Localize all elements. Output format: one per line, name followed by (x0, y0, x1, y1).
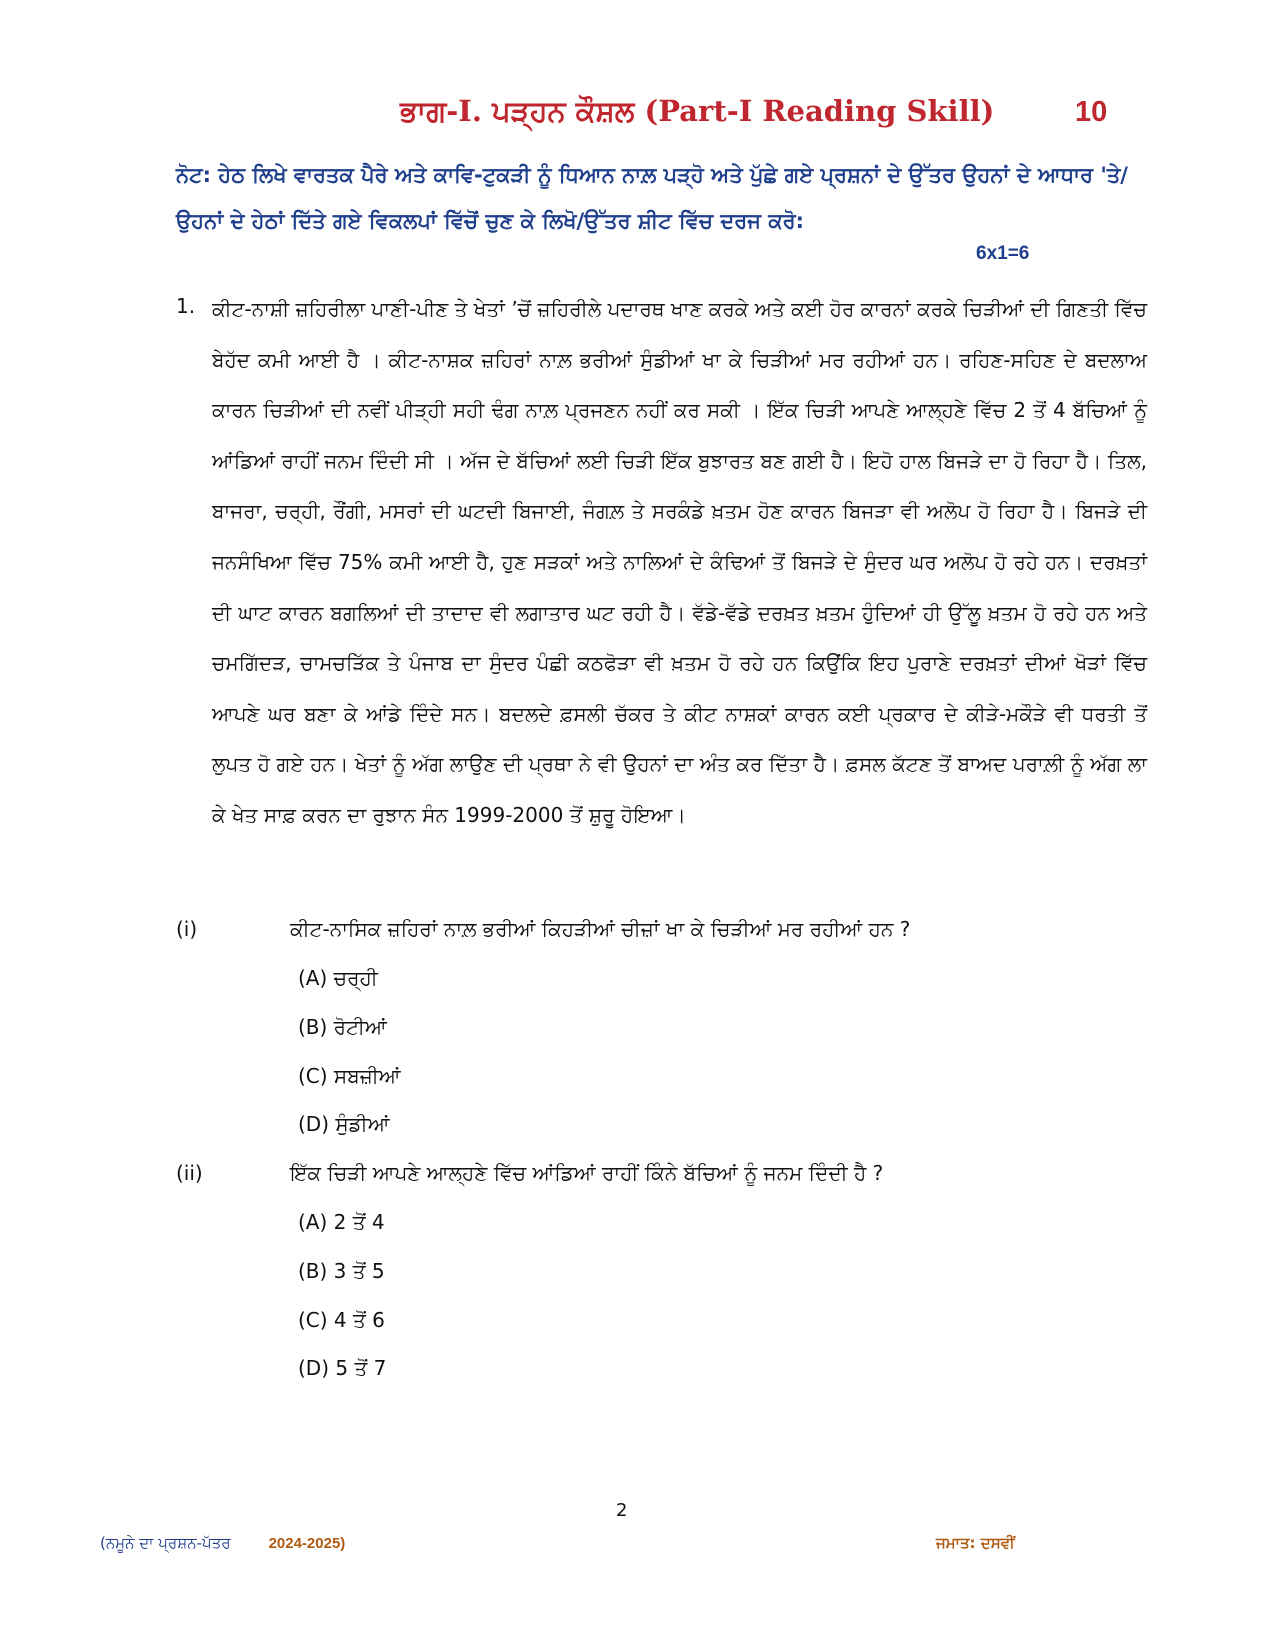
subq1-option-d: (D) ਸੁੰਡੀਆਂ (298, 1112, 390, 1136)
subq1-option-c: (C) ਸਬਜ਼ੀਆਂ (298, 1064, 401, 1088)
subq1-option-b: (B) ਰੋਟੀਆਂ (298, 1015, 387, 1039)
section-title: ਭਾਗ-I. ਪੜ੍ਹਨ ਕੌਸ਼ਲ (Part-I Reading Skill) (400, 94, 995, 128)
subq1-option-a: (A) ਚਰ੍ਹੀ (298, 966, 378, 990)
marks-allocation: 6x1=6 (976, 243, 1030, 264)
question-number: 1. (176, 294, 196, 318)
subq2-option-b: (B) 3 ਤੋਂ 5 (298, 1259, 385, 1283)
footer-left (100, 1534, 345, 1552)
subquestion-label: (ii) (176, 1161, 203, 1185)
footer-paper-label: (ਨਮੂਨੇ ਦਾ ਪ੍ਰਸ਼ਨ-ਪੱਤਰ (100, 1534, 231, 1552)
subq2-option-d: (D) 5 ਤੋਂ 7 (298, 1356, 387, 1380)
section-marks: 10 (1075, 96, 1108, 128)
section-header (0, 94, 1275, 140)
subquestion-2 (176, 1161, 1176, 1201)
subquestion-label: (i) (176, 917, 198, 941)
subq2-option-a: (A) 2 ਤੋਂ 4 (298, 1210, 385, 1234)
instructions-note: ਨੋਟ: ਹੇਠ ਲਿਖੇ ਵਾਰਤਕ ਪੈਰੇ ਅਤੇ ਕਾਵਿ-ਟੁਕੜੀ ਨੂੰ ਧਿਆਨ ਨਾਲ਼ ਪੜ੍ਹੋ ਅਤੇ ਪੁੱਛੇ ਗਏ ਪ੍ਰਸ਼ਨਾਂ ਦੇ ਉੱਤਰ ਉਹਨਾਂ ਦੇ ਆਧਾਰ 'ਤੇ/ ਉਹਨਾਂ ਦੇ ਹੇਠਾਂ ਦਿੱਤੇ ਗਏ ਵਿਕਲਪਾਂ ਵਿੱਚੋਂ ਚੁਣ ਕੇ ਲਿਖੋ/ਉੱਤਰ ਸ਼ੀਟ ਵਿੱਚ ਦਰਜ ਕਰੋ: (176, 163, 1128, 233)
page-number: 2 (616, 1500, 628, 1521)
subquestion-text: ਇੱਕ ਚਿੜੀ ਆਪਣੇ ਆਲ੍ਹਣੇ ਵਿੱਚ ਆਂਡਿਆਂ ਰਾਹੀਂ ਕਿੰਨੇ ਬੱਚਿਆਂ ਨੂੰ ਜਨਮ ਦਿੰਦੀ ਹੈ ? (290, 1161, 884, 1185)
subquestion-text: ਕੀਟ-ਨਾਸਿਕ ਜ਼ਹਿਰਾਂ ਨਾਲ਼ ਭਰੀਆਂ ਕਿਹੜੀਆਂ ਚੀਜ਼ਾਂ ਖਾ ਕੇ ਚਿੜੀਆਂ ਮਰ ਰਹੀਆਂ ਹਨ ? (290, 917, 911, 941)
footer-year: 2024-2025) (268, 1535, 346, 1552)
footer-class: ਜਮਾਤ: ਦਸਵੀਂ (936, 1534, 1015, 1552)
reading-passage: ਕੀਟ-ਨਾਸ਼ੀ ਜ਼ਹਿਰੀਲਾ ਪਾਣੀ-ਪੀਣ ਤੇ ਖੇਤਾਂ ’ਚੋਂ ਜ਼ਹਿਰੀਲੇ ਪਦਾਰਥ ਖਾਣ ਕਰਕੇ ਅਤੇ ਕਈ ਹੋਰ ਕਾਰਨਾਂ ਕਰਕੇ ਚਿੜੀਆਂ ਦੀ ਗਿਣਤੀ ਵਿੱਚ ਬੇਹੱਦ ਕਮੀ ਆਈ ਹੈ । ਕੀਟ-ਨਾਸ਼ਕ ਜ਼ਹਿਰਾਂ ਨਾਲ਼ ਭਰੀਆਂ ਸੁੰਡੀਆਂ ਖਾ ਕੇ ਚਿੜੀਆਂ ਮਰ ਰਹੀਆਂ ਹਨ। ਰਹਿਣ-ਸਹਿਣ ਦੇ ਬਦਲਾਅ ਕਾਰਨ ਚਿੜੀਆਂ ਦੀ ਨਵੀਂ ਪੀੜ੍ਹੀ ਸਹੀ ਢੰਗ ਨਾਲ਼ ਪ੍ਰਜਣਨ ਨਹੀਂ ਕਰ ਸਕੀ । ਇੱਕ ਚਿੜੀ ਆਪਣੇ ਆਲ੍ਹਣੇ ਵਿੱਚ 2 ਤੋਂ 4 ਬੱਚਿਆਂ ਨੂੰ ਆਂਡਿਆਂ ਰਾਹੀਂ ਜਨਮ ਦਿੰਦੀ ਸੀ । ਅੱਜ ਦੇ ਬੱਚਿਆਂ ਲਈ ਚਿੜੀ ਇੱਕ ਬੁਝਾਰਤ ਬਣ ਗਈ ਹੈ। ਇਹੋ ਹਾਲ ਬਿਜੜੇ ਦਾ ਹੋ ਰਿਹਾ ਹੈ। ਤਿਲ, ਬਾਜਰਾ, ਚਰ੍ਹੀ, ਰੌਂਗੀ, ਮਸਰਾਂ ਦੀ ਘਟਦੀ ਬਿਜਾਈ, ਜੰਗਲ਼ ਤੇ ਸਰਕੰਡੇ ਖ਼ਤਮ ਹੋਣ ਕਾਰਨ ਬਿਜੜਾ ਵੀ ਅਲੋਪ ਹੋ ਰਿਹਾ ਹੈ। ਬਿਜੜੇ ਦੀ ਜਨਸੰਖਿਆ ਵਿੱਚ 75% ਕਮੀ ਆਈ ਹੈ, ਹੁਣ ਸੜਕਾਂ ਅਤੇ ਨਾਲਿਆਂ ਦੇ ਕੰਢਿਆਂ ਤੋਂ ਬਿਜੜੇ ਦੇ ਸੁੰਦਰ ਘਰ ਅਲੋਪ ਹੋ ਰਹੇ ਹਨ। ਦਰਖ਼ਤਾਂ ਦੀ ਘਾਟ ਕਾਰਨ ਬਗਲਿਆਂ ਦੀ ਤਾਦਾਦ ਵੀ ਲਗਾਤਾਰ ਘਟ ਰਹੀ ਹੈ। ਵੱਡੇ-ਵੱਡੇ ਦਰਖ਼ਤ ਖ਼ਤਮ ਹੁੰਦਿਆਂ ਹੀ ਉੱਲੂ ਖ਼ਤਮ ਹੋ ਰਹੇ ਹਨ ਅਤੇ ਚਮਗਿੱਦੜ, ਚਾਮਚੜਿੱਕ ਤੇ ਪੰਜਾਬ ਦਾ ਸੁੰਦਰ ਪੰਛੀ ਕਠਫੋੜਾ ਵੀ ਖ਼ਤਮ ਹੋ ਰਹੇ ਹਨ ਕਿਉਂਕਿ ਇਹ ਪੁਰਾਣੇ ਦਰਖ਼ਤਾਂ ਦੀਆਂ ਖੋੜਾਂ ਵਿੱਚ ਆਪਣੇ ਘਰ ਬਣਾ ਕੇ ਆਂਡੇ ਦਿੰਦੇ ਸਨ। ਬਦਲਦੇ ਫ਼ਸਲੀ ਚੱਕਰ ਤੇ ਕੀਟ ਨਾਸ਼ਕਾਂ ਕਾਰਨ ਕਈ ਪ੍ਰਕਾਰ ਦੇ ਕੀੜੇ-ਮਕੌੜੇ ਵੀ ਧਰਤੀ ਤੋਂ ਲੁਪਤ ਹੋ ਗਏ ਹਨ। ਖੇਤਾਂ ਨੂੰ ਅੱਗ ਲਾਉਣ ਦੀ ਪ੍ਰਥਾ ਨੇ ਵੀ ਉਹਨਾਂ ਦਾ ਅੰਤ ਕਰ ਦਿੱਤਾ ਹੈ। ਫ਼ਸਲ ਕੱਟਣ ਤੋਂ ਬਾਅਦ ਪਰਾਲ਼ੀ ਨੂੰ ਅੱਗ ਲਾ ਕੇ ਖੇਤ ਸਾਫ਼ ਕਰਨ ਦਾ ਰੁਝਾਨ ਸੰਨ 1999-2000 ਤੋਂ ਸ਼ੁਰੂ ਹੋਇਆ। (212, 297, 1147, 827)
subquestion-1 (176, 917, 1176, 957)
subq2-option-c: (C) 4 ਤੋਂ 6 (298, 1308, 385, 1332)
